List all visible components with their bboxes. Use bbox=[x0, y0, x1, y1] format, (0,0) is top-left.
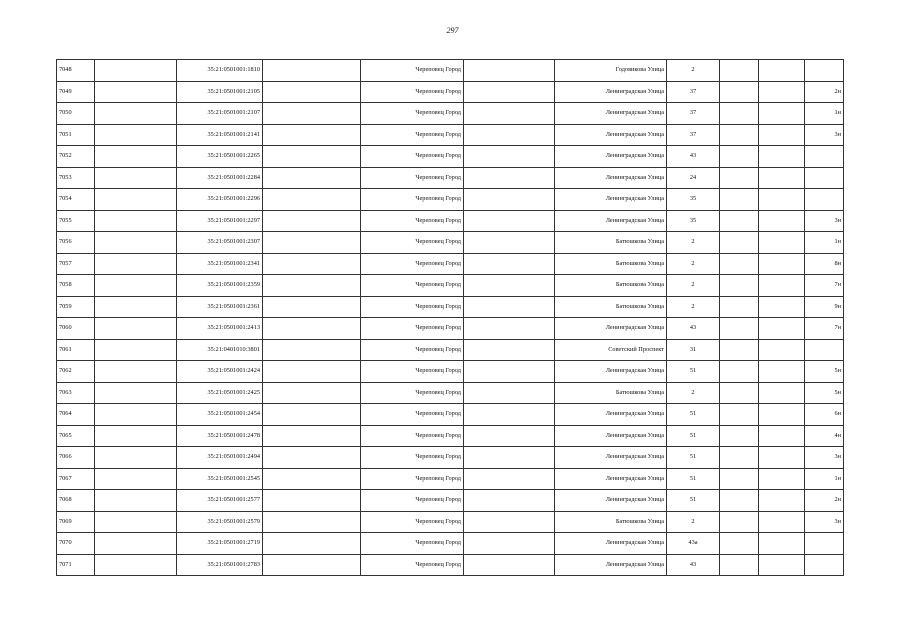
table-row bbox=[57, 382, 844, 404]
empty-cell bbox=[263, 554, 361, 576]
premises-number bbox=[805, 533, 844, 555]
empty-cell bbox=[95, 275, 177, 297]
empty-cell bbox=[263, 490, 361, 512]
empty-cell bbox=[464, 103, 555, 125]
empty-cell bbox=[263, 103, 361, 125]
empty-cell bbox=[759, 81, 805, 103]
city-name: Череповец Город bbox=[361, 189, 464, 211]
empty-cell bbox=[759, 361, 805, 383]
cadastral-number: 35:21:0501001:2413 bbox=[177, 318, 263, 340]
house-number: 43 bbox=[667, 318, 720, 340]
street-name: Ленинградская Улица bbox=[555, 361, 667, 383]
cadastral-number: 35:21:0501001:2284 bbox=[177, 167, 263, 189]
empty-cell bbox=[759, 146, 805, 168]
row-number: 7071 bbox=[57, 554, 95, 576]
house-number: 51 bbox=[667, 361, 720, 383]
empty-cell bbox=[464, 468, 555, 490]
empty-cell bbox=[720, 296, 759, 318]
empty-cell bbox=[263, 447, 361, 469]
empty-cell bbox=[759, 318, 805, 340]
table-row bbox=[57, 533, 844, 555]
cadastral-number: 35:21:0501001:2579 bbox=[177, 511, 263, 533]
empty-cell bbox=[95, 361, 177, 383]
premises-number: 1н bbox=[805, 232, 844, 254]
empty-cell bbox=[759, 490, 805, 512]
empty-cell bbox=[95, 511, 177, 533]
premises-number: 3н bbox=[805, 447, 844, 469]
empty-cell bbox=[263, 318, 361, 340]
empty-cell bbox=[759, 339, 805, 361]
street-name: Ленинградская Улица bbox=[555, 210, 667, 232]
premises-number bbox=[805, 554, 844, 576]
street-name: Ленинградская Улица bbox=[555, 81, 667, 103]
city-name: Череповец Город bbox=[361, 468, 464, 490]
empty-cell bbox=[720, 382, 759, 404]
cadastral-number: 35:21:0501001:2105 bbox=[177, 81, 263, 103]
premises-number: 2н bbox=[805, 490, 844, 512]
house-number: 2 bbox=[667, 60, 720, 82]
cadastral-number: 35:21:0501001:2141 bbox=[177, 124, 263, 146]
street-name: Ленинградская Улица bbox=[555, 404, 667, 426]
row-number: 7069 bbox=[57, 511, 95, 533]
empty-cell bbox=[263, 533, 361, 555]
cadastral-number: 35:21:0501001:2545 bbox=[177, 468, 263, 490]
table-row bbox=[57, 210, 844, 232]
premises-number: 5н bbox=[805, 382, 844, 404]
city-name: Череповец Город bbox=[361, 146, 464, 168]
premises-number: 7н bbox=[805, 275, 844, 297]
street-name: Ленинградская Улица bbox=[555, 468, 667, 490]
empty-cell bbox=[263, 361, 361, 383]
empty-cell bbox=[759, 425, 805, 447]
row-number: 7059 bbox=[57, 296, 95, 318]
empty-cell bbox=[464, 60, 555, 82]
empty-cell bbox=[263, 468, 361, 490]
table-row bbox=[57, 296, 844, 318]
table-row bbox=[57, 447, 844, 469]
house-number: 2 bbox=[667, 296, 720, 318]
house-number: 51 bbox=[667, 447, 720, 469]
empty-cell bbox=[263, 382, 361, 404]
empty-cell bbox=[720, 60, 759, 82]
cadastral-number: 35:21:0501001:2719 bbox=[177, 533, 263, 555]
cadastral-number: 35:21:0501001:2265 bbox=[177, 146, 263, 168]
table-row bbox=[57, 81, 844, 103]
empty-cell bbox=[464, 146, 555, 168]
empty-cell bbox=[95, 533, 177, 555]
street-name: Ленинградская Улица bbox=[555, 425, 667, 447]
empty-cell bbox=[759, 167, 805, 189]
empty-cell bbox=[759, 124, 805, 146]
house-number: 31 bbox=[667, 339, 720, 361]
empty-cell bbox=[720, 318, 759, 340]
street-name: Ленинградская Улица bbox=[555, 490, 667, 512]
empty-cell bbox=[464, 339, 555, 361]
row-number: 7052 bbox=[57, 146, 95, 168]
empty-cell bbox=[464, 447, 555, 469]
empty-cell bbox=[263, 210, 361, 232]
empty-cell bbox=[720, 81, 759, 103]
empty-cell bbox=[464, 189, 555, 211]
street-name: Батюшкова Улица bbox=[555, 382, 667, 404]
city-name: Череповец Город bbox=[361, 447, 464, 469]
table-row bbox=[57, 167, 844, 189]
empty-cell bbox=[95, 124, 177, 146]
empty-cell bbox=[95, 189, 177, 211]
empty-cell bbox=[720, 511, 759, 533]
empty-cell bbox=[95, 60, 177, 82]
house-number: 51 bbox=[667, 490, 720, 512]
empty-cell bbox=[263, 404, 361, 426]
premises-number: 2н bbox=[805, 81, 844, 103]
street-name: Ленинградская Улица bbox=[555, 189, 667, 211]
table-row bbox=[57, 103, 844, 125]
empty-cell bbox=[759, 103, 805, 125]
table-row bbox=[57, 425, 844, 447]
row-number: 7065 bbox=[57, 425, 95, 447]
premises-number: 1н bbox=[805, 103, 844, 125]
empty-cell bbox=[95, 382, 177, 404]
city-name: Череповец Город bbox=[361, 382, 464, 404]
empty-cell bbox=[464, 425, 555, 447]
row-number: 7056 bbox=[57, 232, 95, 254]
cadastral-number: 35:21:0501001:2577 bbox=[177, 490, 263, 512]
row-number: 7054 bbox=[57, 189, 95, 211]
empty-cell bbox=[464, 210, 555, 232]
empty-cell bbox=[759, 533, 805, 555]
empty-cell bbox=[720, 275, 759, 297]
house-number: 43а bbox=[667, 533, 720, 555]
table-row bbox=[57, 554, 844, 576]
city-name: Череповец Город bbox=[361, 103, 464, 125]
empty-cell bbox=[95, 253, 177, 275]
empty-cell bbox=[720, 232, 759, 254]
table-row bbox=[57, 404, 844, 426]
cadastral-number: 35:21:0401010:3801 bbox=[177, 339, 263, 361]
empty-cell bbox=[464, 490, 555, 512]
premises-number bbox=[805, 189, 844, 211]
cadastral-number: 35:21:0501001:2783 bbox=[177, 554, 263, 576]
empty-cell bbox=[720, 210, 759, 232]
house-number: 37 bbox=[667, 103, 720, 125]
premises-number: 5н bbox=[805, 361, 844, 383]
empty-cell bbox=[95, 81, 177, 103]
table-row bbox=[57, 189, 844, 211]
row-number: 7060 bbox=[57, 318, 95, 340]
city-name: Череповец Город bbox=[361, 554, 464, 576]
empty-cell bbox=[720, 554, 759, 576]
empty-cell bbox=[720, 103, 759, 125]
row-number: 7049 bbox=[57, 81, 95, 103]
city-name: Череповец Город bbox=[361, 511, 464, 533]
empty-cell bbox=[464, 296, 555, 318]
premises-number bbox=[805, 339, 844, 361]
cadastral-number: 35:21:0501001:2341 bbox=[177, 253, 263, 275]
empty-cell bbox=[759, 232, 805, 254]
empty-cell bbox=[759, 189, 805, 211]
row-number: 7058 bbox=[57, 275, 95, 297]
empty-cell bbox=[464, 511, 555, 533]
row-number: 7055 bbox=[57, 210, 95, 232]
empty-cell bbox=[720, 361, 759, 383]
empty-cell bbox=[263, 339, 361, 361]
empty-cell bbox=[720, 167, 759, 189]
cadastral-number: 35:21:0501001:2307 bbox=[177, 232, 263, 254]
empty-cell bbox=[720, 253, 759, 275]
empty-cell bbox=[720, 490, 759, 512]
premises-number bbox=[805, 146, 844, 168]
house-number: 2 bbox=[667, 232, 720, 254]
cadastral-number: 35:21:0501001:2478 bbox=[177, 425, 263, 447]
empty-cell bbox=[95, 425, 177, 447]
table-row bbox=[57, 468, 844, 490]
city-name: Череповец Город bbox=[361, 318, 464, 340]
table-row bbox=[57, 60, 844, 82]
city-name: Череповец Город bbox=[361, 296, 464, 318]
row-number: 7057 bbox=[57, 253, 95, 275]
city-name: Череповец Город bbox=[361, 124, 464, 146]
empty-cell bbox=[720, 468, 759, 490]
empty-cell bbox=[464, 361, 555, 383]
empty-cell bbox=[263, 425, 361, 447]
house-number: 2 bbox=[667, 382, 720, 404]
empty-cell bbox=[759, 554, 805, 576]
empty-cell bbox=[263, 189, 361, 211]
empty-cell bbox=[95, 318, 177, 340]
empty-cell bbox=[95, 146, 177, 168]
empty-cell bbox=[759, 60, 805, 82]
street-name: Ленинградская Улица bbox=[555, 103, 667, 125]
street-name: Ленинградская Улица bbox=[555, 318, 667, 340]
house-number: 2 bbox=[667, 275, 720, 297]
empty-cell bbox=[95, 167, 177, 189]
empty-cell bbox=[720, 425, 759, 447]
empty-cell bbox=[263, 253, 361, 275]
row-number: 7066 bbox=[57, 447, 95, 469]
premises-number: 3н bbox=[805, 511, 844, 533]
empty-cell bbox=[95, 232, 177, 254]
table-body bbox=[57, 60, 844, 576]
empty-cell bbox=[759, 275, 805, 297]
street-name: Годовикова Улица bbox=[555, 60, 667, 82]
empty-cell bbox=[720, 447, 759, 469]
empty-cell bbox=[95, 339, 177, 361]
row-number: 7050 bbox=[57, 103, 95, 125]
city-name: Череповец Город bbox=[361, 210, 464, 232]
street-name: Ленинградская Улица bbox=[555, 167, 667, 189]
empty-cell bbox=[95, 404, 177, 426]
empty-cell bbox=[95, 554, 177, 576]
street-name: Ленинградская Улица bbox=[555, 146, 667, 168]
cadastral-number: 35:21:0501001:2454 bbox=[177, 404, 263, 426]
city-name: Череповец Город bbox=[361, 490, 464, 512]
empty-cell bbox=[720, 404, 759, 426]
table-row bbox=[57, 146, 844, 168]
table-row bbox=[57, 339, 844, 361]
empty-cell bbox=[759, 468, 805, 490]
house-number: 2 bbox=[667, 253, 720, 275]
cadastral-number: 35:21:0501001:2359 bbox=[177, 275, 263, 297]
row-number: 7048 bbox=[57, 60, 95, 82]
table-row bbox=[57, 124, 844, 146]
house-number: 35 bbox=[667, 189, 720, 211]
row-number: 7070 bbox=[57, 533, 95, 555]
table-row bbox=[57, 318, 844, 340]
row-number: 7053 bbox=[57, 167, 95, 189]
empty-cell bbox=[95, 468, 177, 490]
street-name: Батюшкова Улица bbox=[555, 232, 667, 254]
empty-cell bbox=[263, 511, 361, 533]
city-name: Череповец Город bbox=[361, 339, 464, 361]
empty-cell bbox=[720, 124, 759, 146]
table-row bbox=[57, 361, 844, 383]
registry-table bbox=[56, 59, 844, 576]
premises-number: 3н bbox=[805, 124, 844, 146]
house-number: 43 bbox=[667, 554, 720, 576]
empty-cell bbox=[263, 60, 361, 82]
cadastral-number: 35:21:0501001:2296 bbox=[177, 189, 263, 211]
empty-cell bbox=[759, 296, 805, 318]
premises-number: 9н bbox=[805, 296, 844, 318]
empty-cell bbox=[464, 167, 555, 189]
row-number: 7062 bbox=[57, 361, 95, 383]
empty-cell bbox=[759, 511, 805, 533]
empty-cell bbox=[759, 447, 805, 469]
empty-cell bbox=[464, 533, 555, 555]
row-number: 7067 bbox=[57, 468, 95, 490]
premises-number: 3н bbox=[805, 210, 844, 232]
city-name: Череповец Город bbox=[361, 361, 464, 383]
empty-cell bbox=[720, 189, 759, 211]
table-row bbox=[57, 253, 844, 275]
street-name: Батюшкова Улица bbox=[555, 296, 667, 318]
empty-cell bbox=[263, 275, 361, 297]
row-number: 7051 bbox=[57, 124, 95, 146]
cadastral-number: 35:21:0501001:2494 bbox=[177, 447, 263, 469]
empty-cell bbox=[263, 124, 361, 146]
table-row bbox=[57, 490, 844, 512]
empty-cell bbox=[720, 339, 759, 361]
premises-number bbox=[805, 167, 844, 189]
page-number: 297 bbox=[446, 26, 459, 35]
city-name: Череповец Город bbox=[361, 404, 464, 426]
street-name: Ленинградская Улица bbox=[555, 533, 667, 555]
premises-number: 8н bbox=[805, 253, 844, 275]
city-name: Череповец Город bbox=[361, 60, 464, 82]
cadastral-number: 35:21:0501001:1810 bbox=[177, 60, 263, 82]
empty-cell bbox=[759, 253, 805, 275]
street-name: Советский Проспект bbox=[555, 339, 667, 361]
premises-number: 1н bbox=[805, 468, 844, 490]
street-name: Ленинградская Улица bbox=[555, 447, 667, 469]
house-number: 43 bbox=[667, 146, 720, 168]
street-name: Батюшкова Улица bbox=[555, 275, 667, 297]
cadastral-number: 35:21:0501001:2297 bbox=[177, 210, 263, 232]
cadastral-number: 35:21:0501001:2361 bbox=[177, 296, 263, 318]
cadastral-number: 35:21:0501001:2107 bbox=[177, 103, 263, 125]
empty-cell bbox=[464, 404, 555, 426]
empty-cell bbox=[263, 81, 361, 103]
empty-cell bbox=[464, 382, 555, 404]
empty-cell bbox=[464, 124, 555, 146]
row-number: 7063 bbox=[57, 382, 95, 404]
empty-cell bbox=[464, 232, 555, 254]
table-row bbox=[57, 232, 844, 254]
street-name: Батюшкова Улица bbox=[555, 253, 667, 275]
row-number: 7068 bbox=[57, 490, 95, 512]
cadastral-number: 35:21:0501001:2424 bbox=[177, 361, 263, 383]
empty-cell bbox=[759, 382, 805, 404]
city-name: Череповец Город bbox=[361, 167, 464, 189]
empty-cell bbox=[263, 232, 361, 254]
city-name: Череповец Город bbox=[361, 275, 464, 297]
house-number: 37 bbox=[667, 81, 720, 103]
empty-cell bbox=[720, 533, 759, 555]
empty-cell bbox=[95, 210, 177, 232]
city-name: Череповец Город bbox=[361, 232, 464, 254]
street-name: Ленинградская Улица bbox=[555, 124, 667, 146]
house-number: 51 bbox=[667, 468, 720, 490]
cadastral-number: 35:21:0501001:2425 bbox=[177, 382, 263, 404]
empty-cell bbox=[263, 167, 361, 189]
house-number: 51 bbox=[667, 404, 720, 426]
empty-cell bbox=[263, 146, 361, 168]
street-name: Ленинградская Улица bbox=[555, 554, 667, 576]
empty-cell bbox=[759, 404, 805, 426]
house-number: 37 bbox=[667, 124, 720, 146]
premises-number: 6н bbox=[805, 404, 844, 426]
empty-cell bbox=[263, 296, 361, 318]
empty-cell bbox=[464, 253, 555, 275]
house-number: 24 bbox=[667, 167, 720, 189]
row-number: 7061 bbox=[57, 339, 95, 361]
empty-cell bbox=[95, 103, 177, 125]
city-name: Череповец Город bbox=[361, 81, 464, 103]
city-name: Череповец Город bbox=[361, 533, 464, 555]
city-name: Череповец Город bbox=[361, 253, 464, 275]
house-number: 2 bbox=[667, 511, 720, 533]
empty-cell bbox=[464, 554, 555, 576]
empty-cell bbox=[720, 146, 759, 168]
house-number: 35 bbox=[667, 210, 720, 232]
house-number: 51 bbox=[667, 425, 720, 447]
empty-cell bbox=[464, 81, 555, 103]
empty-cell bbox=[759, 210, 805, 232]
empty-cell bbox=[464, 318, 555, 340]
empty-cell bbox=[95, 447, 177, 469]
city-name: Череповец Город bbox=[361, 425, 464, 447]
row-number: 7064 bbox=[57, 404, 95, 426]
premises-number: 4н bbox=[805, 425, 844, 447]
empty-cell bbox=[95, 490, 177, 512]
empty-cell bbox=[464, 275, 555, 297]
empty-cell bbox=[95, 296, 177, 318]
premises-number bbox=[805, 60, 844, 82]
premises-number: 7н bbox=[805, 318, 844, 340]
table-row bbox=[57, 511, 844, 533]
street-name: Батюшкова Улица bbox=[555, 511, 667, 533]
table-row bbox=[57, 275, 844, 297]
